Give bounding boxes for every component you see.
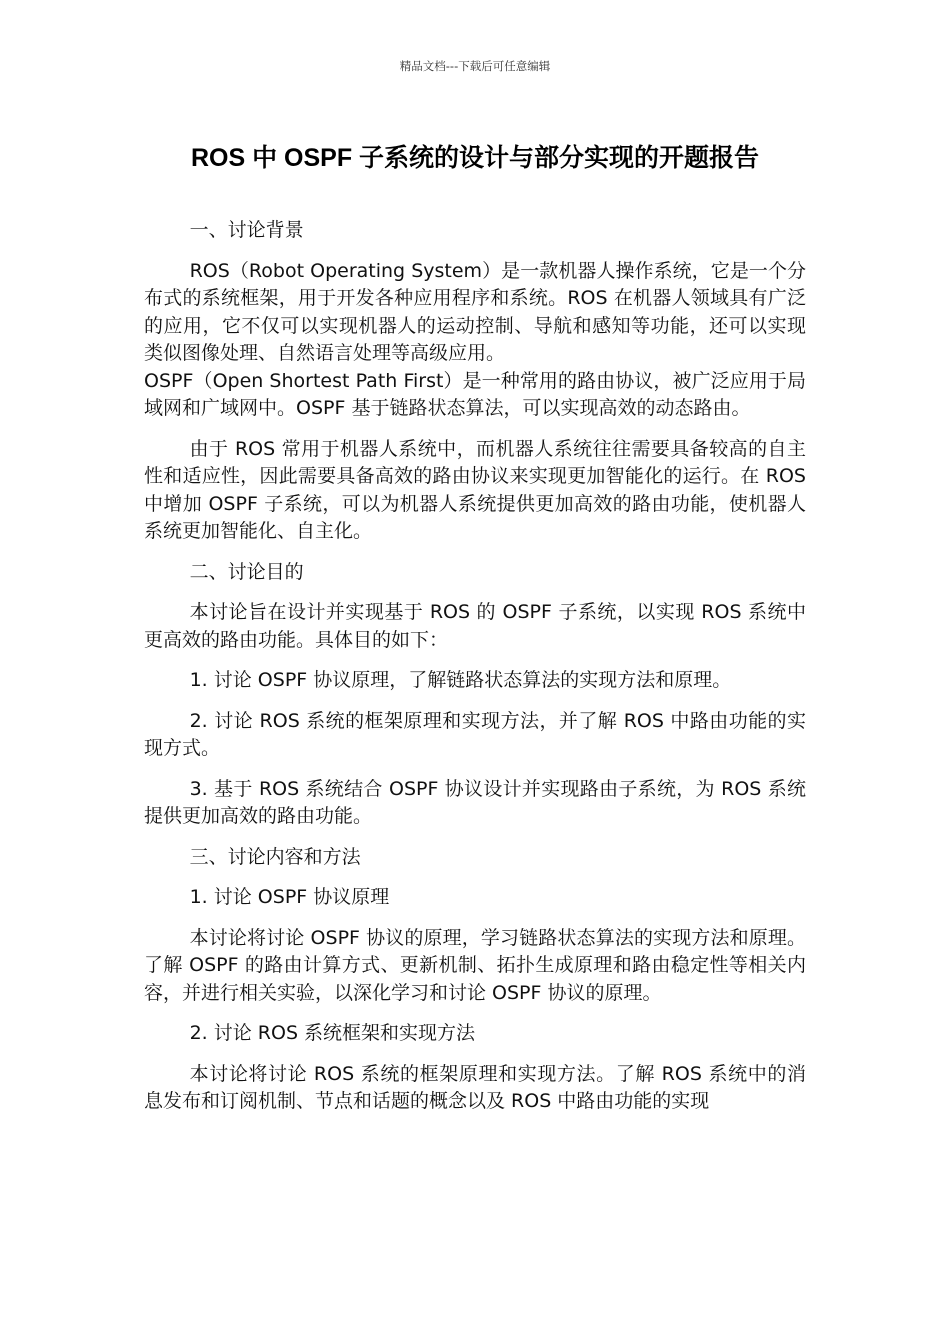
subsection-heading-ros: 2. 讨论 ROS 系统框架和实现方法 <box>189 1022 476 1044</box>
header-note: 精品文档---下载后可任意编辑 <box>399 59 551 73</box>
section-heading-content-method: 三、讨论内容和方法 <box>189 845 361 868</box>
list-item-purpose-1: 1. 讨论 OSPF 协议原理，了解链路状态算法的实现方法和原理。 <box>189 669 732 691</box>
paragraph-purpose: 本讨论旨在设计并实现基于 ROS 的 OSPF 子系统，以实现 ROS 系统中更高效的路由功能。具体目的如下： <box>144 601 806 651</box>
paragraph-ros-intro: ROS（Robot Operating System）是一款机器人操作系统，它是一个分布式的系统框架，用于开发各种应用程序和系统。ROS 在机器人领域具有广泛的应用，它不仅可以实现机器人的运动控制、导航和感知等功能，还可以实现类似图像处理、自然语言处理等高级应用。 <box>144 259 806 364</box>
paragraph-ospf-intro: OSPF（Open Shortest Path First）是一种常用的路由协议，被广泛应用于局域网和广域网中。OSPF 基于链路状态算法，可以实现高效的动态路由。 <box>144 369 806 419</box>
section-heading-purpose: 二、讨论目的 <box>189 560 304 583</box>
paragraph-ros-study: 本讨论将讨论 ROS 系统的框架原理和实现方法。了解 ROS 系统中的消息发布和订阅机制、节点和话题的概念以及 ROS 中路由功能的实现 <box>144 1062 806 1112</box>
section-heading-background: 一、讨论背景 <box>189 219 304 241</box>
document-body <box>144 217 806 1129</box>
list-item-purpose-3: 3. 基于 ROS 系统结合 OSPF 协议设计并实现路由子系统，为 ROS 系统提供更加高效的路由功能。 <box>144 777 806 827</box>
list-item-purpose-2: 2. 讨论 ROS 系统的框架原理和实现方法，并了解 ROS 中路由功能的实现方式。 <box>144 709 806 759</box>
document-title: ROS 中 OSPF 子系统的设计与部分实现的开题报告 <box>190 144 760 172</box>
paragraph-motivation: 由于 ROS 常用于机器人系统中，而机器人系统往往需要具备较高的自主性和适应性，因此需要具备高效的路由协议来实现更加智能化的运行。在 ROS 中增加 OSPF 子系统，可以为机器人系统提供更加高效的路由功能，使机器人系统更加智能化、自主化。 <box>144 437 806 542</box>
paragraph-ospf-study: 本讨论将讨论 OSPF 协议的原理，学习链路状态算法的实现方法和原理。了解 OSPF 的路由计算方式、更新机制、拓扑生成原理和路由稳定性等相关内容，并进行相关实验，以深化学习和讨论 OSPF 协议的原理。 <box>144 926 806 1004</box>
subsection-heading-ospf: 1. 讨论 OSPF 协议原理 <box>189 886 390 908</box>
